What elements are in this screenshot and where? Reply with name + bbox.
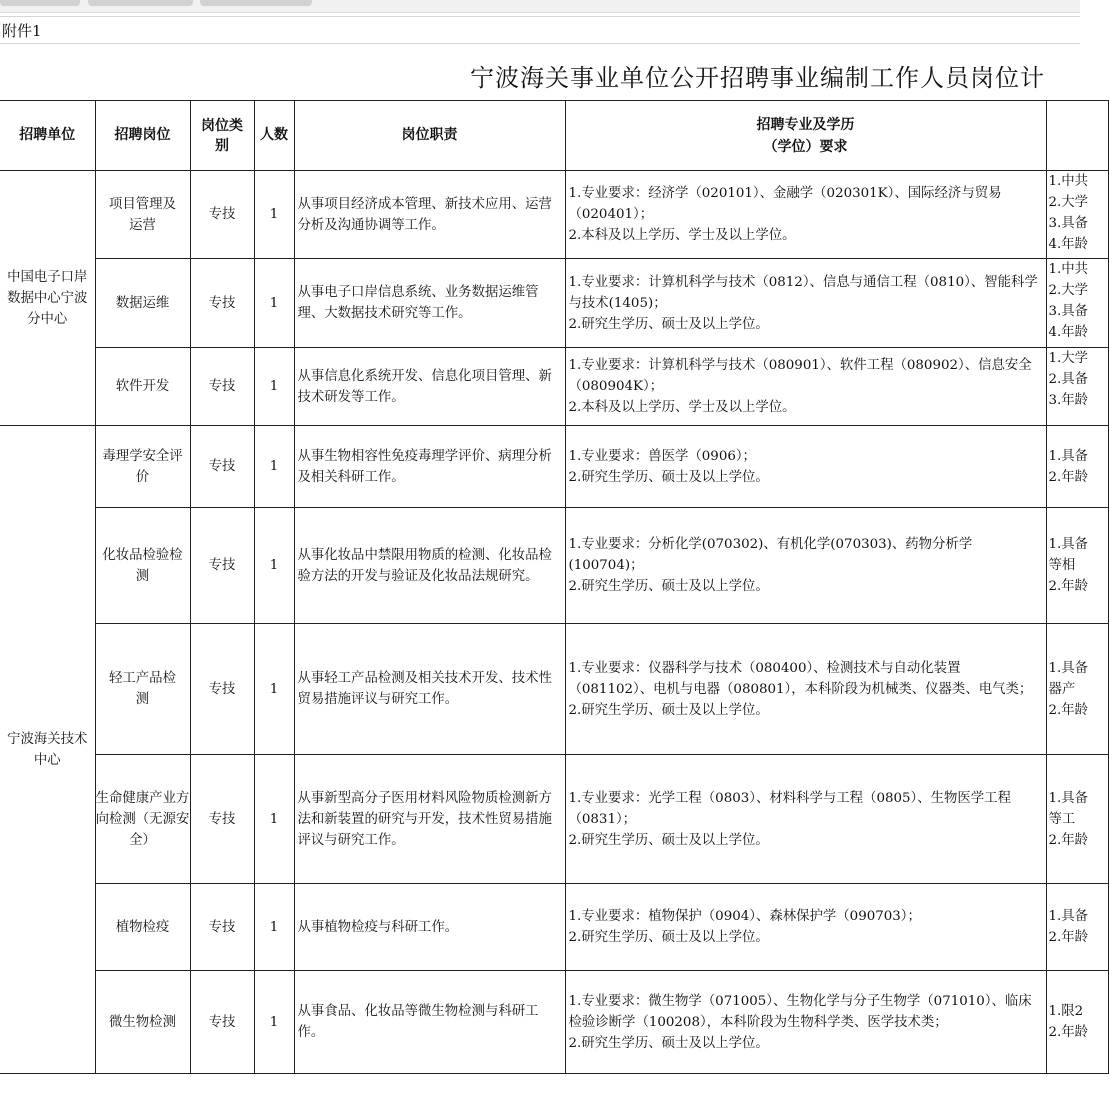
- other-cell: 1.限2 2.年龄: [1046, 971, 1108, 1074]
- count-cell: 1: [254, 971, 294, 1074]
- document-title: 宁波海关事业单位公开招聘事业编制工作人员岗位计: [470, 64, 1045, 92]
- header-other: [1046, 101, 1108, 171]
- major-cell: 1.专业要求：仪器科学与技术（080400）、检测技术与自动化装置（081102）、电机与电器（080801），本科阶段为机械类、仪器类、电气类； 2.研究生学历、硕士及以上学位。: [565, 624, 1046, 755]
- header-row: [0, 101, 1108, 171]
- attachment-label: 附件1: [0, 16, 1080, 44]
- category-cell: 专技: [190, 259, 254, 348]
- count-cell: 1: [254, 348, 294, 426]
- duty-cell: 从事生物相容性免疫毒理学评价、病理分析及相关科研工作。: [294, 426, 565, 508]
- toolbar-tab[interactable]: [88, 0, 193, 6]
- major-cell: 1.专业要求：计算机科学与技术（0812）、信息与通信工程（0810）、智能科学与技术(1405)； 2.研究生学历、硕士及以上学位。: [565, 259, 1046, 348]
- other-cell: 1.中共 2.大学 3.具备 4.年龄: [1046, 171, 1108, 259]
- header-major: 招聘专业及学历 （学位）要求: [565, 101, 1046, 171]
- category-cell: 专技: [190, 171, 254, 259]
- duty-cell: 从事电子口岸信息系统、业务数据运维管理、大数据技术研究等工作。: [294, 259, 565, 348]
- table-row: [0, 259, 1108, 348]
- category-cell: 专技: [190, 426, 254, 508]
- major-cell: 1.专业要求：微生物学（071005）、生物化学与分子生物学（071010）、临床检验诊断学（100208），本科阶段为生物科学类、医学技术类； 2.研究生学历、硕士及以上学位。: [565, 971, 1046, 1074]
- browser-top-strip: [0, 0, 1080, 13]
- post-cell: 生命健康产业方向检测（无源安全）: [95, 755, 190, 884]
- count-cell: 1: [254, 171, 294, 259]
- category-cell: 专技: [190, 971, 254, 1074]
- unit-cell: 宁波海关技术中心: [0, 426, 95, 1074]
- toolbar-tab[interactable]: [200, 0, 312, 6]
- header-unit: 招聘单位: [0, 101, 95, 171]
- duty-cell: 从事信息化系统开发、信息化项目管理、新技术研发等工作。: [294, 348, 565, 426]
- duty-cell: 从事新型高分子医用材料风险物质检测新方法和新装置的研究与开发，技术性贸易措施评议与研究工作。: [294, 755, 565, 884]
- post-cell: 轻工产品检测: [95, 624, 190, 755]
- other-cell: 1.具备 器产 2.年龄: [1046, 624, 1108, 755]
- other-cell: 1.大学 2.具备 3.年龄: [1046, 348, 1108, 426]
- major-cell: 1.专业要求：分析化学(070302)、有机化学(070303)、药物分析学(100704)； 2.研究生学历、硕士及以上学位。: [565, 508, 1046, 624]
- recruitment-table: [0, 100, 1109, 1074]
- header-post: 招聘岗位: [95, 101, 190, 171]
- count-cell: 1: [254, 508, 294, 624]
- count-cell: 1: [254, 426, 294, 508]
- other-cell: 1.中共 2.大学 3.具备 4.年龄: [1046, 259, 1108, 348]
- table-row: [0, 971, 1108, 1074]
- post-cell: 微生物检测: [95, 971, 190, 1074]
- table-row: [0, 348, 1108, 426]
- count-cell: 1: [254, 624, 294, 755]
- unit-cell: 中国电子口岸数据中心宁波分中心: [0, 171, 95, 426]
- other-cell: 1.具备 等相 2.年龄: [1046, 508, 1108, 624]
- post-cell: 植物检疫: [95, 884, 190, 971]
- category-cell: 专技: [190, 755, 254, 884]
- category-cell: 专技: [190, 508, 254, 624]
- table-row: [0, 884, 1108, 971]
- count-cell: 1: [254, 259, 294, 348]
- major-cell: 1.专业要求：计算机科学与技术（080901）、软件工程（080902）、信息安全（080904K）； 2.本科及以上学历、学士及以上学位。: [565, 348, 1046, 426]
- header-count: 人数: [254, 101, 294, 171]
- category-cell: 专技: [190, 624, 254, 755]
- post-cell: 软件开发: [95, 348, 190, 426]
- major-cell: 1.专业要求：光学工程（0803）、材料科学与工程（0805）、生物医学工程（0831）； 2.研究生学历、硕士及以上学位。: [565, 755, 1046, 884]
- table-row: [0, 755, 1108, 884]
- count-cell: 1: [254, 755, 294, 884]
- post-cell: 毒理学安全评价: [95, 426, 190, 508]
- duty-cell: 从事项目经济成本管理、新技术应用、运营分析及沟通协调等工作。: [294, 171, 565, 259]
- table-row: [0, 624, 1108, 755]
- category-cell: 专技: [190, 884, 254, 971]
- duty-cell: 从事植物检疫与科研工作。: [294, 884, 565, 971]
- duty-cell: 从事化妆品中禁限用物质的检测、化妆品检验方法的开发与验证及化妆品法规研究。: [294, 508, 565, 624]
- count-cell: 1: [254, 884, 294, 971]
- duty-cell: 从事轻工产品检测及相关技术开发、技术性贸易措施评议与研究工作。: [294, 624, 565, 755]
- header-duty: 岗位职责: [294, 101, 565, 171]
- other-cell: 1.具备 2.年龄: [1046, 426, 1108, 508]
- toolbar-tab[interactable]: [0, 0, 80, 6]
- other-cell: 1.具备 2.年龄: [1046, 884, 1108, 971]
- table-row: [0, 508, 1108, 624]
- major-cell: 1.专业要求：植物保护（0904）、森林保护学（090703）； 2.研究生学历、硕士及以上学位。: [565, 884, 1046, 971]
- header-category: 岗位类别: [190, 101, 254, 171]
- category-cell: 专技: [190, 348, 254, 426]
- table-row: [0, 426, 1108, 508]
- table-row: [0, 171, 1108, 259]
- other-cell: 1.具备 等工 2.年龄: [1046, 755, 1108, 884]
- post-cell: 数据运维: [95, 259, 190, 348]
- duty-cell: 从事食品、化妆品等微生物检测与科研工作。: [294, 971, 565, 1074]
- post-cell: 项目管理及运营: [95, 171, 190, 259]
- post-cell: 化妆品检验检测: [95, 508, 190, 624]
- major-cell: 1.专业要求：经济学（020101）、金融学（020301K）、国际经济与贸易（020401）； 2.本科及以上学历、学士及以上学位。: [565, 171, 1046, 259]
- major-cell: 1.专业要求：兽医学（0906）； 2.研究生学历、硕士及以上学位。: [565, 426, 1046, 508]
